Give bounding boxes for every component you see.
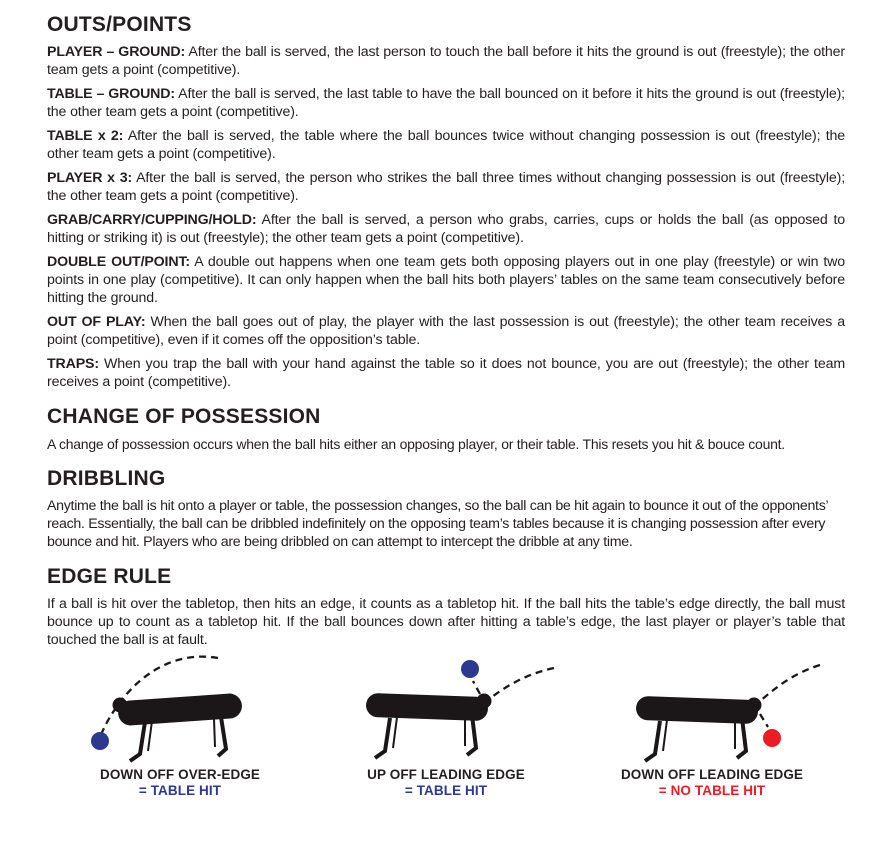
figure-result: = NO TABLE HIT xyxy=(658,783,766,798)
table-leg-icon xyxy=(375,718,390,758)
rule-text: A double out happens when one team gets both opposing players out in one play (freestyle) or win two points in one play (competitive). It can only happen when the ball hits both players’ tables on the same team consecutively before hitting the ground. xyxy=(47,254,846,306)
edge-rule-figures xyxy=(47,655,845,799)
rule-lead: PLAYER x 3: xyxy=(47,170,133,186)
section-heading: CHANGE OF POSSESSION xyxy=(47,405,321,428)
rule-text: After the ball is served, the last person to touch the ball before it hits the ground is out (freestyle); the other team gets a point (competitive). xyxy=(47,44,845,78)
figure-caption: DOWN OFF OVER-EDGE xyxy=(99,767,261,782)
rule-lead: TABLE – GROUND: xyxy=(47,86,175,102)
section-change-of-possession xyxy=(47,404,845,453)
ball-trajectory-path xyxy=(488,668,554,700)
rule-paragraph xyxy=(47,211,845,247)
figure-result: = TABLE HIT xyxy=(138,783,222,798)
rule-lead: GRAB/CARRY/CUPPING/HOLD: xyxy=(47,212,257,228)
figure-down-off-leading-edge xyxy=(579,655,845,799)
result-ball-icon xyxy=(461,660,479,678)
table-leg-icon xyxy=(467,715,476,755)
table-silhouette xyxy=(365,693,488,721)
section-heading: EDGE RULE xyxy=(47,565,172,588)
ball-at-edge-icon xyxy=(476,694,491,709)
rule-lead: DOUBLE OUT/POINT: xyxy=(47,254,190,270)
section-heading: OUTS/POINTS xyxy=(47,13,192,36)
rule-paragraph xyxy=(47,313,845,349)
rule-paragraph xyxy=(47,497,845,551)
ball-at-edge-icon xyxy=(746,698,761,713)
rule-paragraph xyxy=(47,355,845,391)
table-leg-icon xyxy=(130,722,145,761)
rule-text: After the ball is served, the person who strikes the ball three times without changing possession is out (freestyle); the other team gets a point (competitive). xyxy=(47,170,845,204)
ball-at-edge-icon xyxy=(112,698,127,713)
rule-lead: TRAPS: xyxy=(47,356,99,372)
rule-lead: TABLE x 2: xyxy=(47,128,124,144)
rule-paragraph xyxy=(47,43,845,79)
table-silhouette xyxy=(635,696,758,724)
rule-paragraph xyxy=(47,253,845,307)
table-leg-icon xyxy=(737,718,746,758)
table-silhouette xyxy=(117,693,242,727)
figure-up-off-leading-edge xyxy=(313,655,579,799)
rule-text: After the ball is served, the last table to have the ball bounced on it before it hits the ground is out (freestyle); the other team gets a point (competitive). xyxy=(47,86,845,120)
table-leg-icon xyxy=(214,719,215,747)
rule-paragraph xyxy=(47,169,845,205)
rule-lead: OUT OF PLAY: xyxy=(47,314,146,330)
edge-diagram-down-off-leading xyxy=(580,655,845,767)
rule-text: Anytime the ball is hit onto a player or table, the possession changes, so the ball can be hit again to bounce it out of the opponents’ reach. Essentially, the ball can be dribbled indefinitely on the opposing team’s tables because it is changing possession after every bounce and hit. Players who are being dribbled on can attempt to intercept the dribble at any time. xyxy=(47,498,828,550)
edge-diagram-over-edge xyxy=(48,655,313,767)
rule-paragraph xyxy=(47,85,845,121)
rule-paragraph xyxy=(47,595,845,649)
table-leg-icon xyxy=(393,717,397,748)
table-leg-icon xyxy=(218,717,226,756)
result-ball-icon xyxy=(91,732,109,750)
rule-text: After the ball is served, a person who grabs, carries, cups or holds the ball (as opposed to hitting or striking it) is out (freestyle); the other team gets a point (competitive). xyxy=(47,212,845,246)
figure-caption: DOWN OFF LEADING EDGE xyxy=(620,767,804,782)
ball-bounce-path xyxy=(473,681,480,694)
figure-caption: UP OFF LEADING EDGE xyxy=(367,767,525,782)
rule-text: When you trap the ball with your hand against the table so it does not bounce, you are out (freestyle); the other team receives a point (competitive). xyxy=(47,356,846,390)
rule-lead: PLAYER – GROUND: xyxy=(47,44,186,60)
edge-diagram-up-off-leading xyxy=(314,655,579,767)
table-leg-icon xyxy=(148,721,152,751)
rule-text: A change of possession occurs when the ball hits either an opposing player, or their table. This resets you hit & bouce count. xyxy=(47,436,785,452)
rule-text: After the ball is served, the table where the ball bounces twice without changing possession is out (freestyle); the other team gets a point (competitive). xyxy=(47,128,846,162)
section-dribbling xyxy=(47,466,845,551)
rule-paragraph xyxy=(47,127,845,163)
ball-bounce-path xyxy=(760,714,768,727)
table-leg-icon xyxy=(645,721,660,761)
rule-text: If a ball is hit over the tabletop, then hits an edge, it counts as a tabletop hit. If the ball hits the table’s edge directly, the ball must bounce up to count as a tabletop hit. If the ball bounces down after hitting a table’s edge, the last player or player’s table that touched the ball is at fault. xyxy=(47,596,845,648)
figure-result: = TABLE HIT xyxy=(404,783,488,798)
table-leg-icon xyxy=(663,720,667,751)
rule-text: When the ball goes out of play, the player with the last possession is out (freestyle); the other team receives a point (competitive), even if it comes off the opposition’s table. xyxy=(47,314,845,348)
section-outs-points xyxy=(47,12,845,391)
ball-trajectory-path xyxy=(758,665,820,703)
section-heading: DRIBBLING xyxy=(47,467,166,490)
result-ball-icon xyxy=(763,729,781,747)
rule-paragraph xyxy=(47,435,845,453)
section-edge-rule xyxy=(47,564,845,649)
figure-down-off-over-edge xyxy=(47,655,313,799)
